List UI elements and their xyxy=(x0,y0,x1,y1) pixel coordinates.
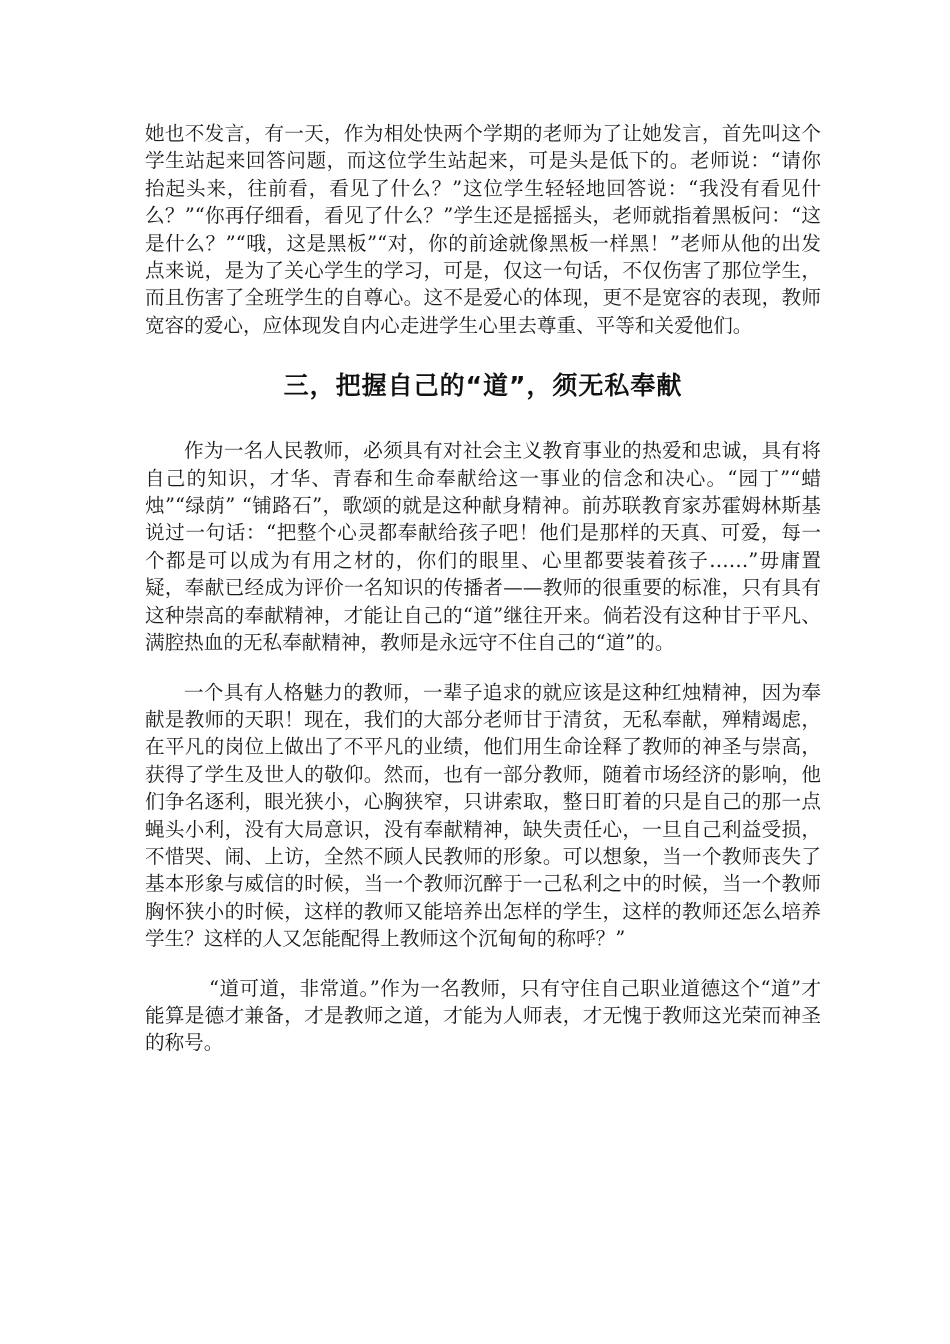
document-page xyxy=(145,120,821,1057)
body-paragraph-1: 作为一名人民教师，必须具有对社会主义教育事业的热爱和忠诚，具有将自己的知识，才华、青春和生命奉献给这一事业的信念和决心。“园丁”“蜡烛”“绿荫” “铺路石”，歌颂的就是这种献身精神。前苏联教育家苏霍姆林斯基说过一句话：“把整个心灵都奉献给孩子吧！他们是那样的天真、可爱，每一个都是可以成为有用之材的，你们的眼里、心里都要装着孩子……”毋庸置疑，奉献已经成为评价一名知识的传播者——教师的很重要的标准，只有具有这种崇高的奉献精神，才能让自己的“道”继往开来。倘若没有这种甘于平凡、满腔热血的无私奉献精神，教师是永远守不住自己的“道”的。 xyxy=(145,439,821,655)
intro-paragraph: 她也不发言，有一天，作为相处快两个学期的老师为了让她发言，首先叫这个学生站起来回答问题，而这位学生站起来，可是头是低下的。老师说：“请你抬起头来，往前看，看见了什么？”这位学生轻轻地回答说：“我没有看见什么？”“你再仔细看，看见了什么？”学生还是摇摇头，老师就指着黑板问：“这是什么？”“哦，这是黑板”“对，你的前途就像黑板一样黑！”老师从他的出发点来说，是为了关心学生的学习，可是，仅这一句话，不仅伤害了那位学生，而且伤害了全班学生的自尊心。这不是爱心的体现，更不是宽容的表现，教师宽容的爱心，应体现发自内心走进学生心里去尊重、平等和关爱他们。 xyxy=(145,122,821,337)
body-paragraph-2: 一个具有人格魅力的教师，一辈子追求的就应该是这种红烛精神，因为奉献是教师的天职！现在，我们的大部分老师甘于清贫，无私奉献，殚精竭虑，在平凡的岗位上做出了不平凡的业绩，他们用生命诠释了教师的神圣与崇高，获得了学生及世人的敬仰。然而，也有一部分教师，随着市场经济的影响，他们争名逐利，眼光狭小，心胸狭窄，只讲索取，整日盯着的只是自己的那一点蝇头小利，没有大局意识，没有奉献精神，缺失责任心，一旦自己利益受损，不惜哭、闹、上访，全然不顾人民教师的形象。可以想象，当一个教师丧失了基本形象与威信的时候，当一个教师沉醉于一己私利之中的时候，当一个教师胸怀狭小的时候，这样的教师又能培养出怎样的学生，这样的教师还怎么培养学生？这样的人又怎能配得上教师这个沉甸甸的称呼？” xyxy=(145,680,821,951)
body-paragraph-3: “道可道，非常道。”作为一名教师，只有守住自己职业道德这个“道”才能算是德才兼备，才是教师之道，才能为人师表，才无愧于教师这光荣而神圣的称号。 xyxy=(145,976,821,1055)
section-heading: 三，把握自己的“道”，须无私奉献 xyxy=(283,371,683,401)
